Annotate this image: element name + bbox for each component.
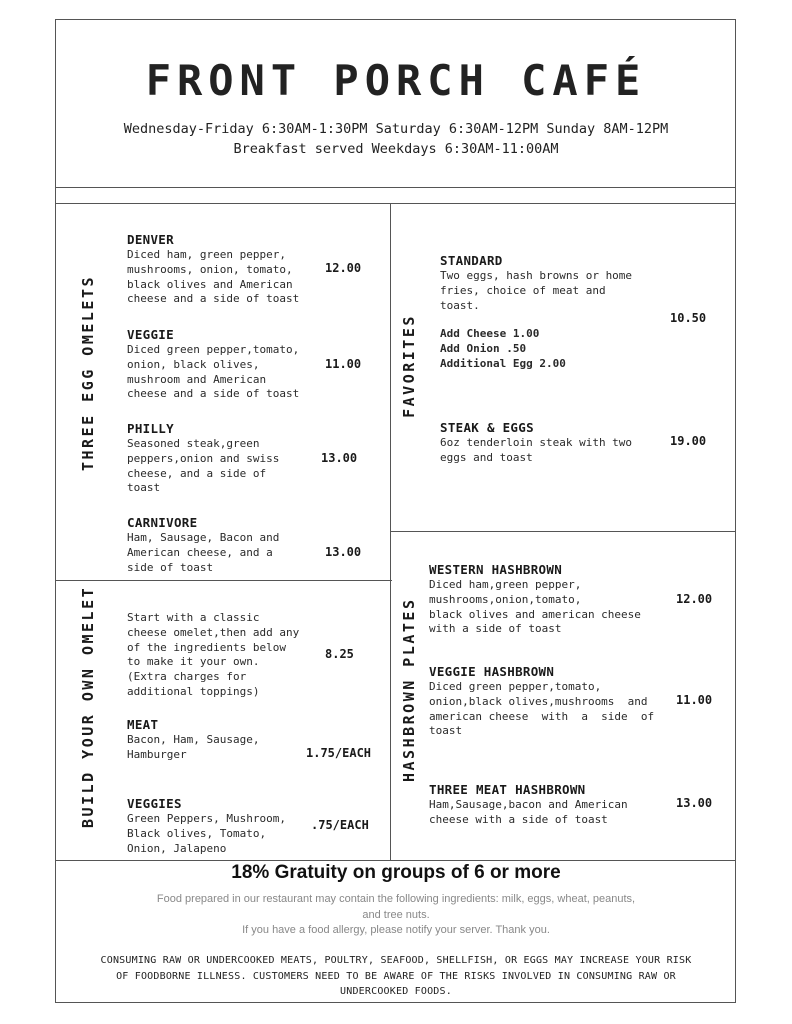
section-label-favorites: FAVORITES — [400, 314, 418, 418]
item-desc-meat: Bacon, Ham, Sausage, Hamburger — [127, 733, 260, 761]
left-section-divider — [55, 580, 392, 581]
item-addons-standard: Add Cheese 1.00 Add Onion .50 Additional Egg 2.00 — [440, 327, 566, 370]
item-desc-veggie-hashbrown: Diced green pepper,tomato, onion,black olives,mushrooms and american cheese with a side of toast — [429, 680, 655, 738]
item-name-meat: MEAT — [127, 717, 159, 732]
item-desc-western-hashbrown: Diced ham,green pepper, mushrooms,onion,tomato, black olives and american cheese with a side of toast — [429, 578, 641, 636]
hours-line-1: Wednesday-Friday 6:30AM-1:30PM Saturday 6:30AM-12PM Sunday 8AM-12PM — [123, 121, 669, 137]
allergy-notice: Food prepared in our restaurant may contain the following ingredients: milk, eggs, wheat, peanuts, and tree nuts. If you have a food allergy, please notify your server. Thank you. — [156, 893, 636, 936]
item-price-veggie-omelet: 11.00 — [325, 357, 362, 371]
item-name-denver: DENVER — [127, 232, 174, 247]
item-desc-steak-eggs: 6oz tenderloin steak with two eggs and toast — [440, 436, 633, 464]
item-price-denver: 12.00 — [325, 261, 362, 275]
item-name-philly: PHILLY — [127, 421, 174, 436]
item-name-western-hashbrown: WESTERN HASHBROWN — [429, 562, 563, 577]
header-divider-bottom — [55, 203, 736, 204]
item-price-steak-eggs: 19.00 — [670, 434, 707, 448]
item-desc-veggie-omelet: Diced green pepper,tomato, onion, black olives, mushroom and American cheese and a side of toast — [127, 343, 300, 401]
item-name-veggies: VEGGIES — [127, 796, 182, 811]
hours-line-2: Breakfast served Weekdays 6:30AM-11:00AM — [233, 141, 559, 157]
column-divider — [390, 203, 391, 861]
item-price-standard: 10.50 — [670, 311, 707, 325]
item-name-veggie-omelet: VEGGIE — [127, 327, 174, 342]
item-name-steak-eggs: STEAK & EGGS — [440, 420, 534, 435]
section-label-omelets: THREE EGG OMELETS — [79, 274, 97, 472]
section-label-build: BUILD YOUR OWN OMELET — [79, 585, 97, 828]
build-base-price: 8.25 — [325, 647, 354, 661]
item-desc-veggies: Green Peppers, Mushroom, Black olives, Tomato, Onion, Jalapeno — [127, 812, 286, 855]
footer-divider — [55, 860, 736, 861]
item-desc-philly: Seasoned steak,green peppers,onion and swiss cheese, and a side of toast — [127, 437, 280, 495]
item-desc-carnivore: Ham, Sausage, Bacon and American cheese, and a side of toast — [127, 531, 280, 574]
item-price-veggies: .75/EACH — [311, 818, 369, 832]
section-label-hashbrowns: HASHBROWN PLATES — [400, 597, 418, 782]
page-title: FRONT PORCH CAFÉ — [145, 56, 647, 105]
right-section-divider — [390, 531, 736, 532]
item-price-western-hashbrown: 12.00 — [676, 592, 713, 606]
food-safety-warning: CONSUMING RAW OR UNDERCOOKED MEATS, POULTRY, SEAFOOD, SHELLFISH, OR EGGS MAY INCREASE YOUR RISK OF FOODBORNE ILLNESS. CUSTOMERS NEED TO BE AWARE OF THE RISKS INVOLVED IN CONSUMING RAW OR UNDERCOOKED FOODS. — [100, 955, 692, 997]
item-price-carnivore: 13.00 — [325, 545, 362, 559]
item-price-veggie-hashbrown: 11.00 — [676, 693, 713, 707]
item-price-meat: 1.75/EACH — [306, 746, 372, 760]
item-desc-denver: Diced ham, green pepper, mushrooms, onion, tomato, black olives and American cheese and a side of toast — [127, 248, 300, 306]
item-price-three-meat-hashbrown: 13.00 — [676, 796, 713, 810]
item-name-carnivore: CARNIVORE — [127, 515, 198, 530]
build-intro: Start with a classic cheese omelet,then add any of the ingredients below to make it your own. (Extra charges for additional toppings) — [127, 611, 300, 698]
item-desc-standard: Two eggs, hash browns or home fries, choice of meat and toast. — [440, 269, 633, 312]
item-name-veggie-hashbrown: VEGGIE HASHBROWN — [429, 664, 555, 679]
item-desc-three-meat-hashbrown: Ham,Sausage,bacon and American cheese with a side of toast — [429, 798, 628, 826]
item-name-three-meat-hashbrown: THREE MEAT HASHBROWN — [429, 782, 586, 797]
item-name-standard: STANDARD — [440, 253, 503, 268]
item-price-philly: 13.00 — [321, 451, 358, 465]
gratuity-notice: 18% Gratuity on groups of 6 or more — [231, 862, 561, 883]
header-divider-top — [55, 187, 736, 188]
